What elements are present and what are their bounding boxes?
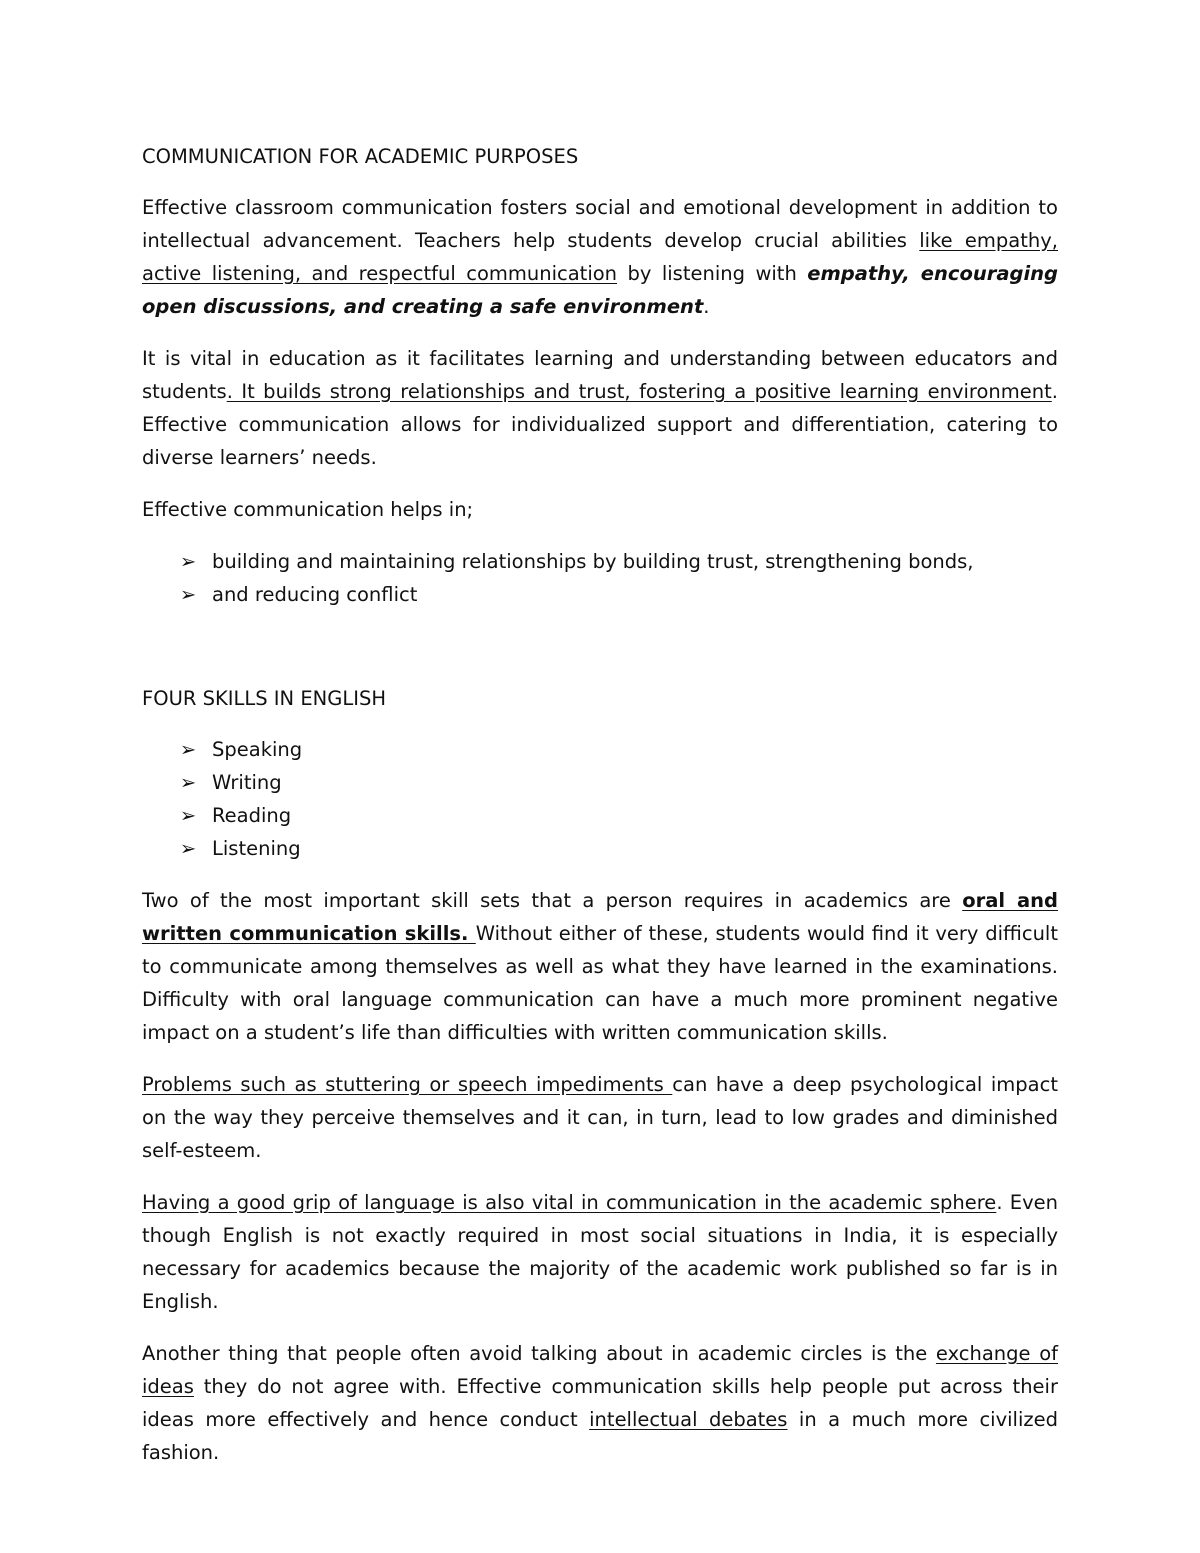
list-item-text: and reducing conflict (212, 583, 418, 606)
list-item-text: Writing (212, 771, 282, 794)
arrow-bullet-icon: ➢ (179, 804, 197, 827)
list-item (142, 832, 1058, 865)
list-item-text: Speaking (212, 738, 303, 761)
underlined-text: Problems such as stuttering or speech impediments (142, 1073, 673, 1096)
list-item-text: Reading (212, 804, 292, 827)
text-run: Another thing that people often avoid talking about in academic circles is the (142, 1342, 936, 1365)
bold-underlined-text: oral and written communication skills. (142, 889, 1058, 945)
paragraph-intro (142, 191, 1058, 323)
text-run: can have a deep psychological impact on the way they perceive themselves and it can, in turn, lead to low grades and diminished self-esteem. (142, 1073, 1058, 1162)
paragraph-exchange-ideas (142, 1337, 1058, 1469)
text-run: . (703, 295, 710, 318)
list-item (142, 799, 1058, 832)
bold-italic-text: encouraging open discussions, and creating a safe environment (142, 262, 1058, 318)
text-run: they do not agree with. Effective communication skills help people put across their ideas more effectively and hence conduct (142, 1375, 1058, 1431)
skills-list (142, 733, 1058, 865)
arrow-bullet-icon: ➢ (179, 771, 197, 794)
underlined-text: intellectual debates (589, 1408, 788, 1431)
paragraph-skill-sets (142, 884, 1058, 1049)
text-run: . Effective communication allows for individualized support and differentiation, catering to diverse learners’ needs. (142, 380, 1058, 469)
paragraph-helps-in: Effective communication helps in; (142, 498, 474, 521)
document-page (142, 140, 1058, 1488)
list-item (142, 733, 1058, 766)
list-item (142, 545, 1058, 578)
underlined-text: like empathy, active listening, and respectful communication (142, 229, 1058, 285)
paragraph-language-grip (142, 1186, 1058, 1318)
bold-italic-text: , (902, 262, 921, 285)
helps-list (142, 545, 1058, 611)
underlined-text: exchange of ideas (142, 1342, 1058, 1398)
text-run: Two of the most important skill sets that a person requires in academics are (142, 889, 963, 912)
arrow-bullet-icon: ➢ (179, 738, 197, 761)
section-title-four-skills: FOUR SKILLS IN ENGLISH (142, 687, 387, 710)
list-item (142, 766, 1058, 799)
document-title: COMMUNICATION FOR ACADEMIC PURPOSES (142, 145, 579, 168)
underlined-text: . It builds strong relationships and trust, fostering a positive learning environment (226, 380, 1052, 403)
paragraph-vital (142, 342, 1058, 474)
list-item-text: building and maintaining relationships by building trust, strengthening bonds, (212, 550, 974, 573)
arrow-bullet-icon: ➢ (179, 583, 197, 606)
spacer (142, 630, 1058, 682)
text-run: Without either of these, students would find it very difficult to communicate among themselves as well as what they have learned in the examinations. Difficulty with oral language communication can have a much more prominent negative impact on a student’s life than difficulties with written communication skills. (142, 922, 1058, 1044)
text-run: by listening with (617, 262, 808, 285)
paragraph-problems (142, 1068, 1058, 1167)
list-item (142, 578, 1058, 611)
text-run: It is vital in education as it facilitates learning and understanding between educators and students (142, 347, 1058, 403)
arrow-bullet-icon: ➢ (179, 550, 197, 573)
list-item-text: Listening (212, 837, 301, 860)
arrow-bullet-icon: ➢ (179, 837, 197, 860)
bold-italic-text: empathy (807, 262, 903, 285)
text-run: . Even though English is not exactly required in most social situations in India, it is especially necessary for academics because the majority of the academic work published so far is in English. (142, 1191, 1058, 1313)
text-run: in a much more civilized fashion. (142, 1408, 1058, 1464)
underlined-text: Having a good grip of language is also vital in communication in the academic sphere (142, 1191, 997, 1214)
text-run: Effective classroom communication fosters social and emotional development in addition to intellectual advancement. Teachers help students develop crucial abilities (142, 196, 1058, 252)
